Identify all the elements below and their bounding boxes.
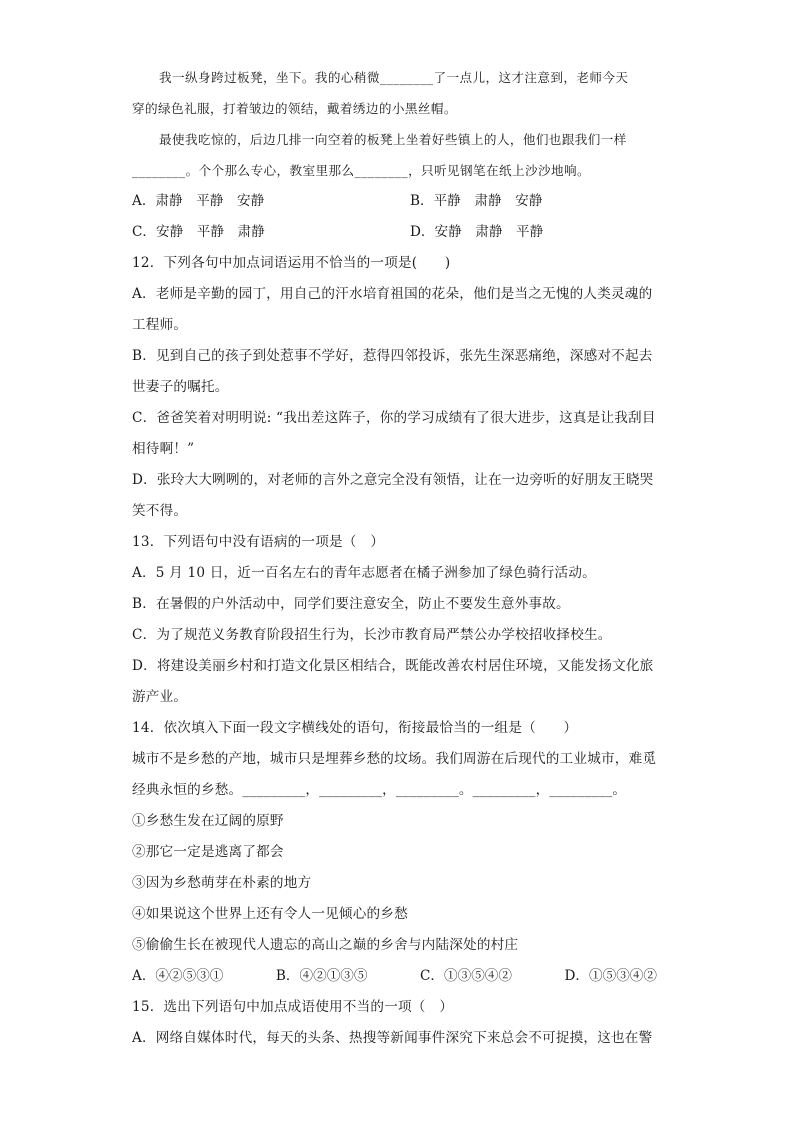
option-d-line1: D．将建设美丽乡村和打造文化景区相结合，既能改善农村居住环境，又能发扬文化旅 <box>132 658 654 674</box>
option-a: A．肃静 平静 安静 <box>132 193 265 209</box>
passage-p2-line1: 最使我吃惊的，后边几排一向空着的板凳上坐着好些镇上的人，他们也跟我们一样 <box>159 132 627 147</box>
option-d-line1: D．张玲大大咧咧的，对老师的言外之意完全没有领悟，让在一边旁听的好朋友王晓哭 <box>132 472 654 488</box>
option-b: B．④②①③⑤ <box>275 968 368 984</box>
options-row <box>132 186 662 217</box>
option-b: B．平静 肃静 安静 <box>410 193 543 209</box>
option-c-line2: 相待啊！” <box>132 441 195 457</box>
question-stem: 13．下列语句中没有语病的一项是（ ） <box>132 534 385 550</box>
question-stem: 14．依次填入下面一段文字横线处的语句，衔接最恰当的一组是（ ） <box>132 720 578 736</box>
question-text-line1: 城市不是乡愁的产地，城市只是埋葬乡愁的坟场。我们周游在后现代的工业城市，难觅 <box>132 751 657 767</box>
option-b: B．在暑假的户外活动中，同学们要注意安全，防止不要发生意外事故。 <box>132 596 570 612</box>
option-a-line2: 工程师。 <box>132 317 188 333</box>
option-a: A．④②⑤③① <box>132 968 224 984</box>
sentence-item-2: ②那它一定是逃离了都会 <box>132 844 284 860</box>
passage-p2-line2: ________。个个那么专心，教室里那么________，只听见钢笔在纸上沙沙地响。 <box>132 163 590 178</box>
sentence-item-3: ③因为乡愁萌芽在朴素的地方 <box>132 875 312 891</box>
option-a-line1: A．网络自媒体时代，每天的头条、热搜等新闻事件深究下来总会不可捉摸，这也在警 <box>132 1030 653 1046</box>
question-text-line2: 经典永恒的乡愁。_________，_________，_________。_________，_________。 <box>132 782 627 798</box>
question-11-options <box>132 186 662 248</box>
question-15 <box>132 992 662 1054</box>
option-d: D．安静 肃静 平静 <box>410 224 544 240</box>
passage-p1-line1: 我一纵身跨过板凳，坐下。我的心稍微________了一点儿，这才注意到，老师今天 <box>159 70 629 85</box>
sentence-item-5: ⑤偷偷生长在被现代人遗忘的高山之巅的乡舍与内陆深处的村庄 <box>132 937 519 953</box>
options-row <box>132 961 657 992</box>
option-a: A．5 月 10 日，近一百名左右的青年志愿者在橘子洲参加了绿色骑行活动。 <box>132 565 596 581</box>
option-d: D．①⑤③④② <box>564 968 657 984</box>
question-stem: 12．下列各句中加点词语运用不恰当的一项是( ) <box>132 255 451 271</box>
passage-p1-line2: 穿的绿色礼服，打着皱边的领结，戴着绣边的小黑丝帽。 <box>132 101 457 116</box>
option-b-line1: B．见到自己的孩子到处惹事不学好，惹得四邻投诉，张先生深恶痛绝，深感对不起去 <box>132 348 653 364</box>
option-c-line1: C．爸爸笑着对明明说: “我出差这阵子，你的学习成绩有了很大进步，这真是让我刮目 <box>132 410 656 426</box>
option-d-line2: 笑不得。 <box>132 503 188 519</box>
question-stem: 15．选出下列语句中加点成语使用不当的一项（ ） <box>132 999 454 1015</box>
sentence-item-4: ④如果说这个世界上还有令人一见倾心的乡愁 <box>132 906 408 922</box>
question-13 <box>132 527 662 713</box>
reading-passage <box>132 62 662 186</box>
option-c: C．安静 平静 肃静 <box>132 224 265 240</box>
option-b-line2: 世妻子的嘱托。 <box>132 379 229 395</box>
option-d-line2: 游产业。 <box>132 689 188 705</box>
page-content <box>132 62 662 1054</box>
question-12 <box>132 248 662 527</box>
question-14 <box>132 713 662 992</box>
sentence-item-1: ①乡愁生发在辽阔的原野 <box>132 813 284 829</box>
options-row <box>132 217 662 248</box>
option-c: C．为了规范义务教育阶段招生行为，长沙市教育局严禁公办学校招收择校生。 <box>132 627 612 643</box>
option-c: C．①③⑤④② <box>420 968 512 984</box>
option-a-line1: A．老师是辛勤的园丁，用自己的汗水培育祖国的花朵，他们是当之无愧的人类灵魂的 <box>132 286 653 302</box>
